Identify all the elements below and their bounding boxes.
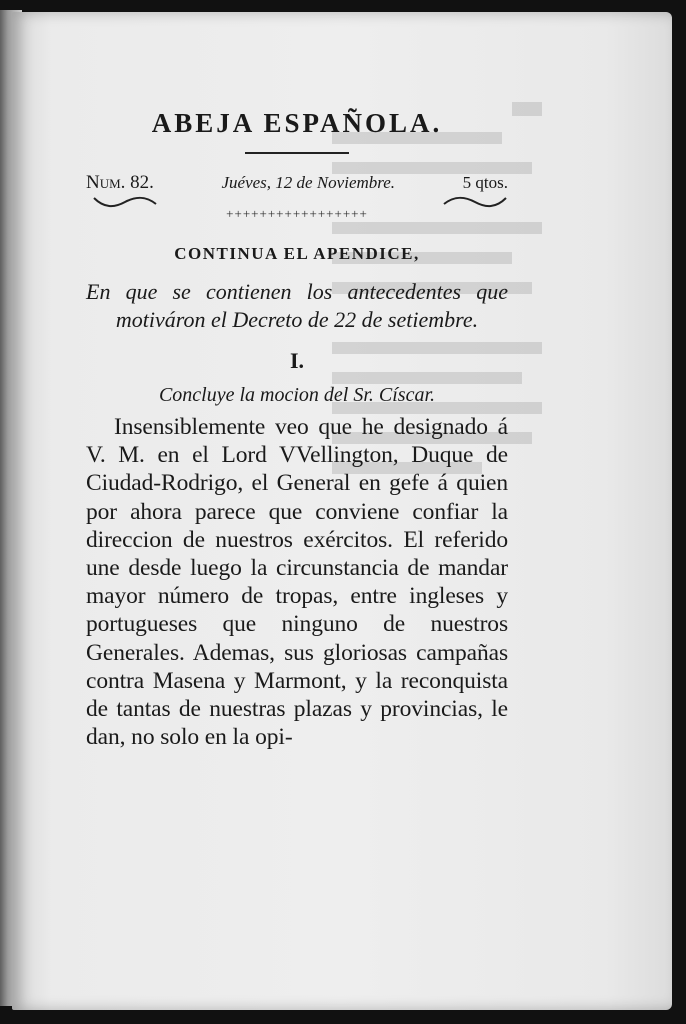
page-content [86,100,508,751]
left-swash-ornament [92,194,158,210]
motion-caption: Concluye la mocion del Sr. Císcar. [158,384,436,406]
masthead-rule [245,152,349,154]
issue-date: Juéves, 12 de Noviembre. [221,173,396,192]
issue-price: 5 qtos. [462,173,508,192]
issue-number: Num. 82. [86,172,154,193]
swash-row [86,194,508,214]
body-paragraph: Insensiblemente veo que he designado á V. M. en el Lord VVellington, Duque de Ciudad-Rodrigo, el General en gefe á quien por ahora parece que conviene confiar la direccion de nuestros exércitos. El referido une desde luego la circunstancia de mandar mayor número de tropas, entre ingleses y portugueses que ninguno de nuestros Generales. Ademas, sus gloriosas campañas contra Masena y Marmont, y la reconquista de tantas de nuestras plazas y provincias, le dan, no solo en la opi- [86,414,508,751]
section-subtitle: En que se contienen los antecedentes que motiváron el Decreto de 22 de setiembre. [86,279,508,332]
masthead-title: ABEJA ESPAÑOLA. [151,108,443,138]
ornament-rule: +++++++++++++++++ [226,206,368,221]
section-numeral: I. [289,348,305,373]
dateline [86,172,508,194]
right-swash-ornament [442,194,508,210]
section-title: CONTINUA EL APENDICE, [174,244,420,263]
